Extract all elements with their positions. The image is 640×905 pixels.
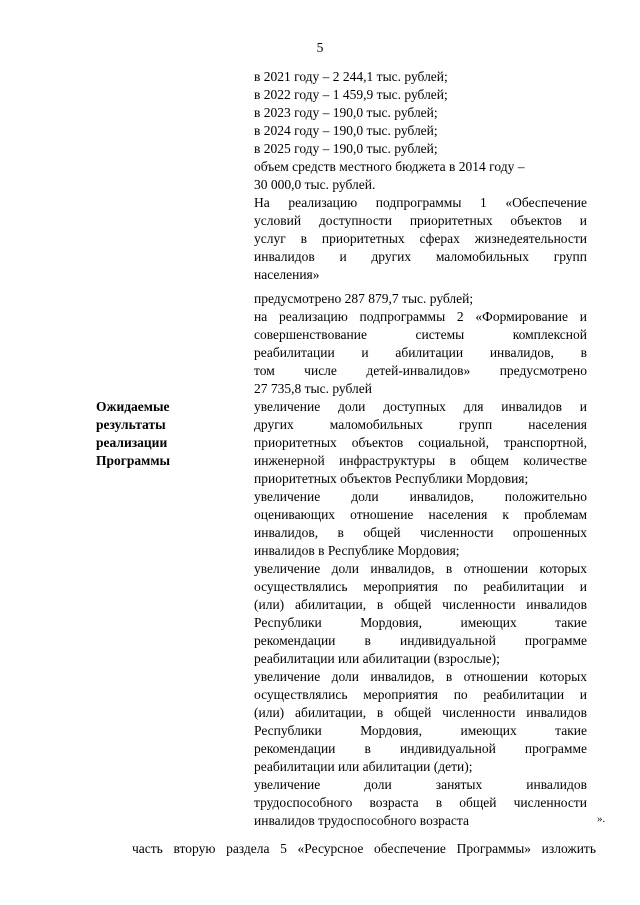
results-line: реабилитации или абилитации (дети); bbox=[254, 759, 473, 774]
results-line: оценивающих отношение населения к проблемам bbox=[254, 507, 587, 522]
funding-line: На реализацию подпрограммы 1 «Обеспечение bbox=[254, 195, 587, 210]
results-line: Республики Мордовия, имеющих такие bbox=[254, 723, 587, 738]
funding-line: инвалидов и других маломобильных групп bbox=[254, 249, 587, 264]
funding-line: реабилитации и абилитации инвалидов, в bbox=[254, 345, 587, 360]
funding-line: 30 000,0 тыс. рублей. bbox=[254, 177, 376, 192]
funding-line: совершенствование системы комплексной bbox=[254, 327, 587, 342]
results-line: инвалидов трудоспособного возраста bbox=[254, 813, 469, 828]
funding-line: в 2023 году – 190,0 тыс. рублей; bbox=[254, 105, 438, 120]
funding-line: условий доступности приоритетных объектов и bbox=[254, 213, 587, 228]
results-line: увеличение доли инвалидов, в отношении которых bbox=[254, 669, 587, 684]
funding-line: в 2024 году – 190,0 тыс. рублей; bbox=[254, 123, 438, 138]
funding-line: предусмотрено 287 879,7 тыс. рублей; bbox=[254, 291, 474, 306]
funding-line: на реализацию подпрограммы 2 «Формирование и bbox=[254, 309, 587, 324]
results-line: осуществлялись мероприятия по реабилитации и bbox=[254, 579, 587, 594]
funding-line: услуг в приоритетных сферах жизнедеятельности bbox=[254, 231, 587, 246]
results-line: увеличение доли доступных для инвалидов и bbox=[254, 399, 587, 414]
results-line: приоритетных объектов социальной, транспортной, bbox=[254, 435, 587, 450]
closing-quote-mark: ». bbox=[597, 813, 606, 825]
funding-line: в 2021 году – 2 244,1 тыс. рублей; bbox=[254, 69, 448, 84]
results-label: результаты bbox=[96, 417, 166, 432]
results-line: трудоспособного возраста в общей численности bbox=[254, 795, 587, 810]
results-line: увеличение доли занятых инвалидов bbox=[254, 777, 587, 792]
results-line: приоритетных объектов Республики Мордовия; bbox=[254, 471, 529, 486]
results-label: Ожидаемые bbox=[96, 399, 170, 414]
funding-line: 27 735,8 тыс. рублей bbox=[254, 381, 372, 396]
results-line: (или) абилитации, в общей численности инвалидов bbox=[254, 705, 587, 720]
results-line: рекомендации в индивидуальной программе bbox=[254, 633, 587, 648]
funding-line: в 2022 году – 1 459,9 тыс. рублей; bbox=[254, 87, 448, 102]
results-line: увеличение доли инвалидов, в отношении которых bbox=[254, 561, 587, 576]
results-line: Республики Мордовия, имеющих такие bbox=[254, 615, 587, 630]
bottom-paragraph: часть вторую раздела 5 «Ресурсное обеспечение Программы» изложить bbox=[132, 841, 596, 856]
results-label: реализации bbox=[96, 435, 168, 450]
funding-line: объем средств местного бюджета в 2014 году – bbox=[254, 159, 525, 174]
results-line: других маломобильных групп населения bbox=[254, 417, 587, 432]
results-line: осуществлялись мероприятия по реабилитации и bbox=[254, 687, 587, 702]
results-label: Программы bbox=[96, 453, 171, 468]
results-line: инвалидов, в общей численности опрошенных bbox=[254, 525, 587, 540]
results-line: инвалидов в Республике Мордовия; bbox=[254, 543, 460, 558]
results-line: (или) абилитации, в общей численности инвалидов bbox=[254, 597, 587, 612]
results-line: увеличение доли инвалидов, положительно bbox=[254, 489, 587, 504]
funding-line: населения» bbox=[254, 267, 320, 282]
funding-line: том числе детей-инвалидов» предусмотрено bbox=[254, 363, 587, 378]
results-line: рекомендации в индивидуальной программе bbox=[254, 741, 587, 756]
results-line: реабилитации или абилитации (взрослые); bbox=[254, 651, 500, 666]
page-number: 5 bbox=[316, 40, 324, 55]
funding-line: в 2025 году – 190,0 тыс. рублей; bbox=[254, 141, 438, 156]
results-line: инженерной инфраструктуры в общем количестве bbox=[254, 453, 587, 468]
